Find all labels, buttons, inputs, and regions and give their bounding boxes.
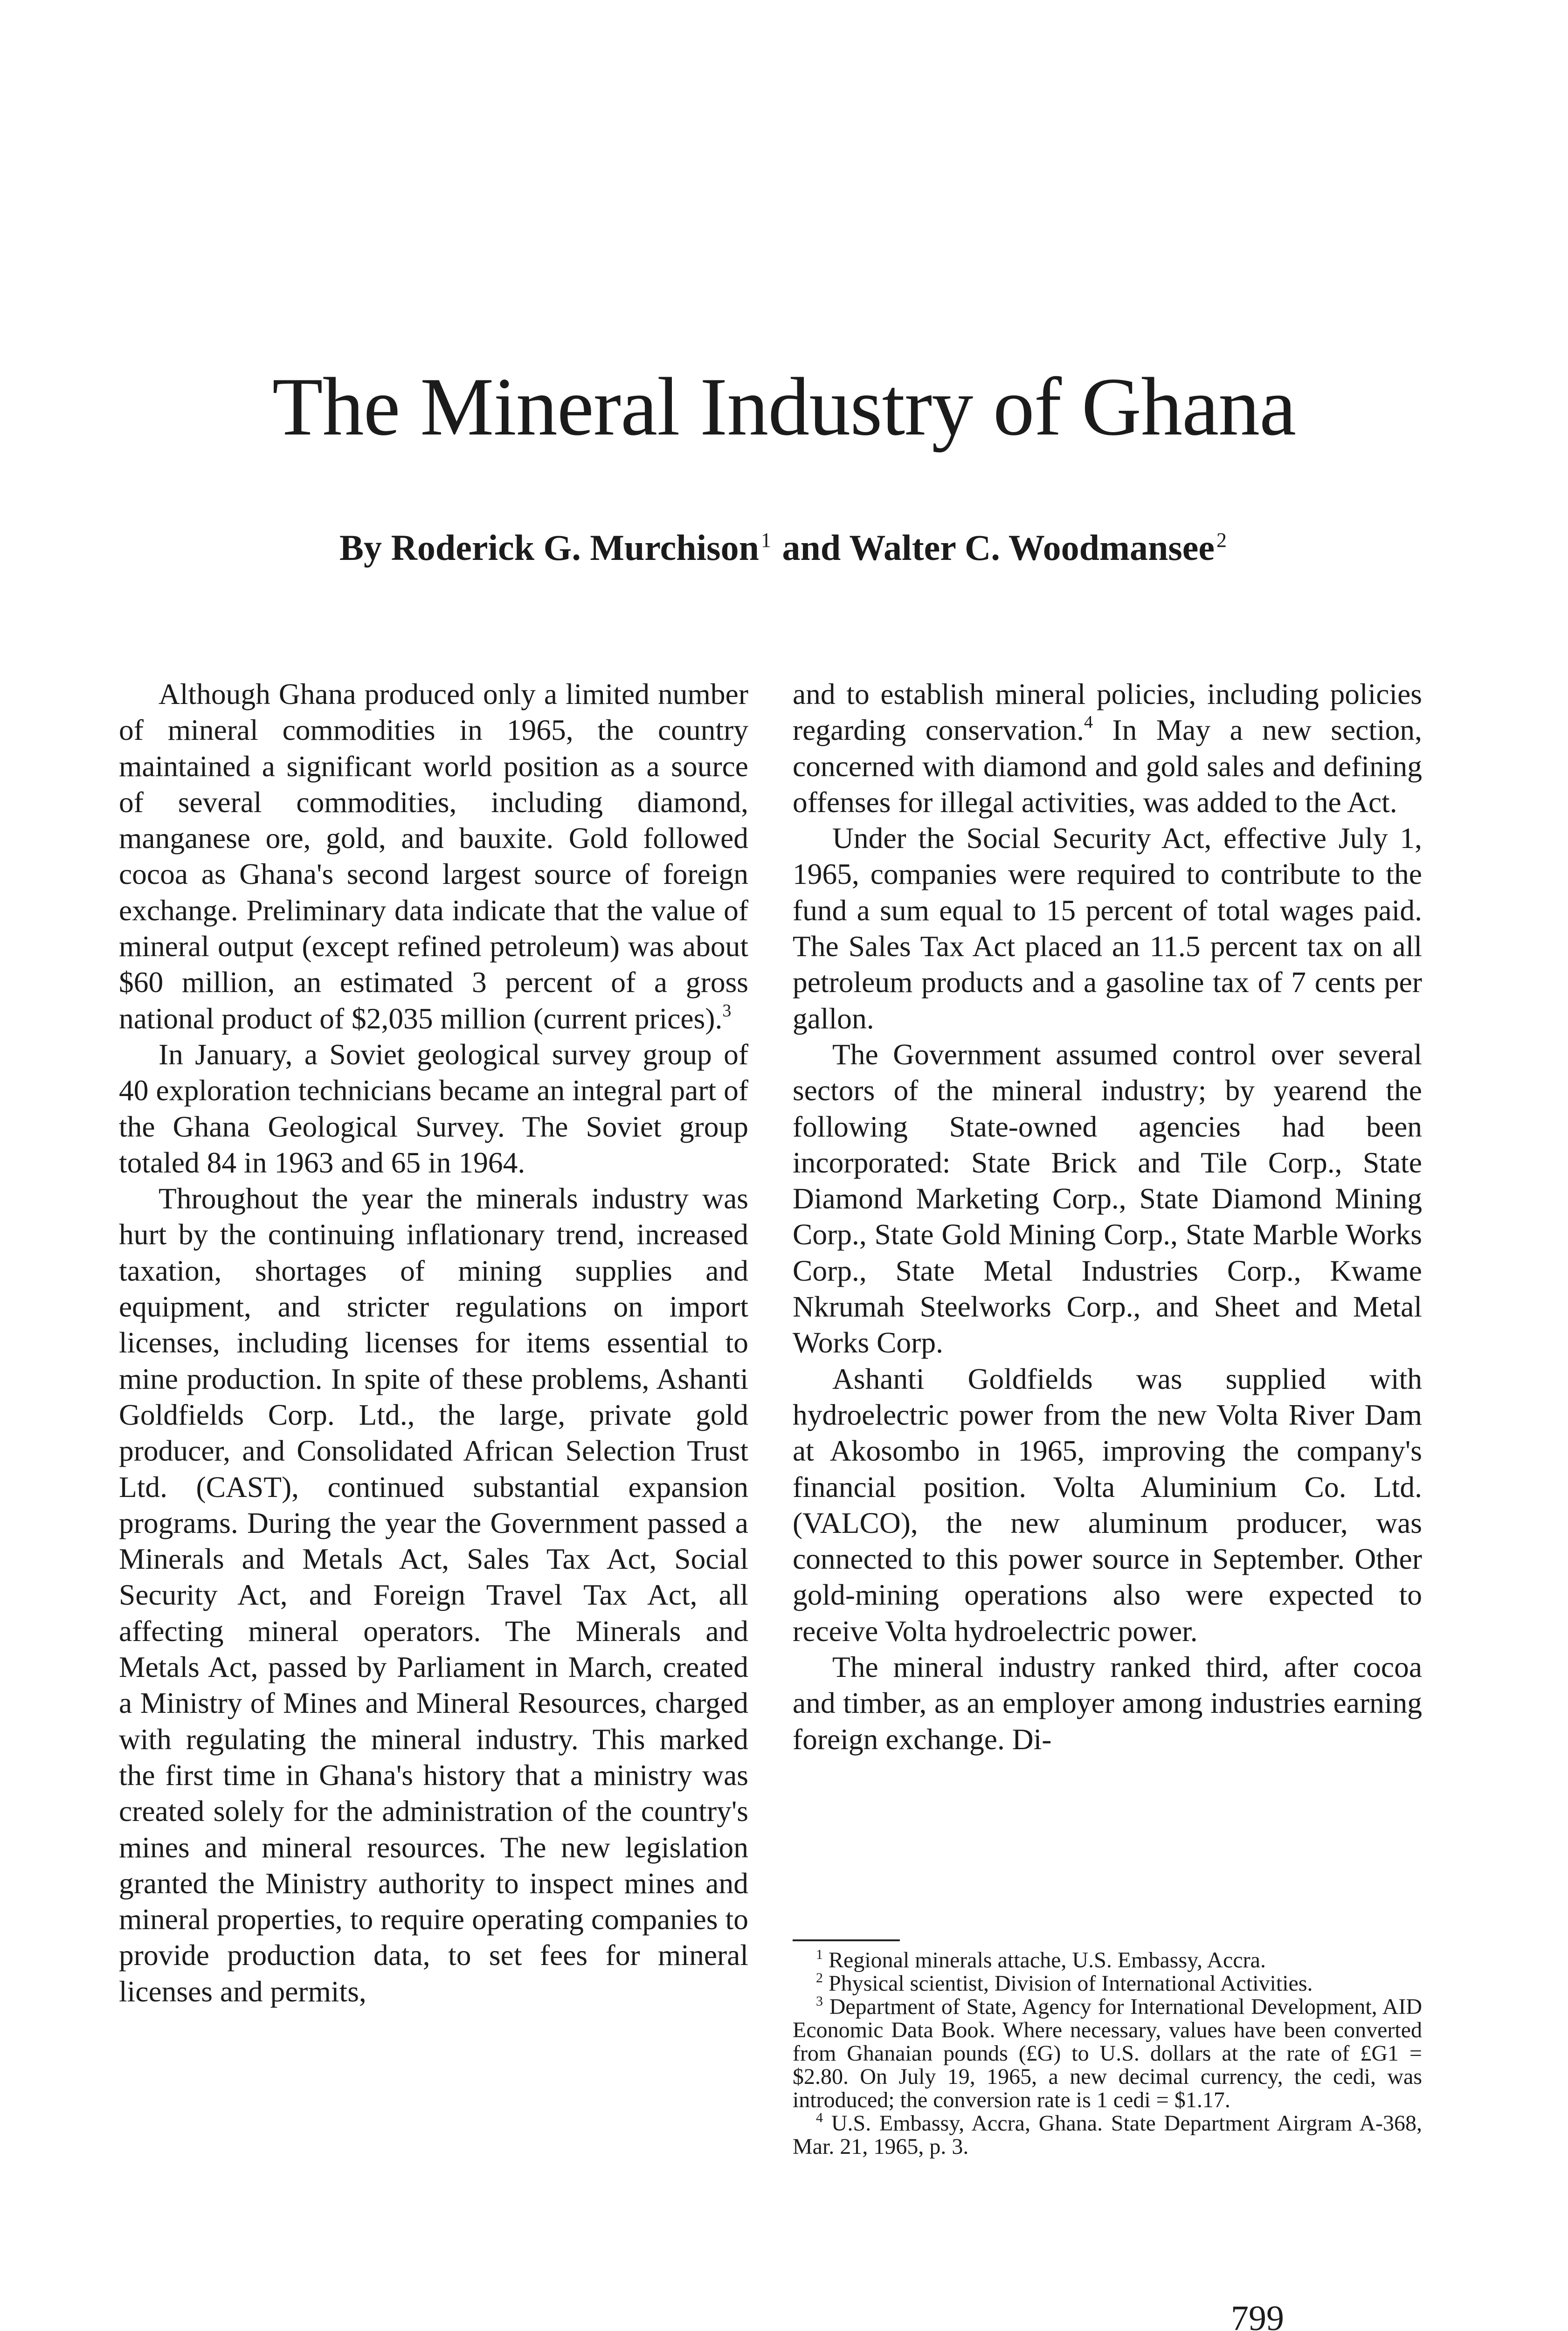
paragraph: The mineral industry ranked third, after cocoa and timber, as an employer among industries earning foreign exchange. Di- — [793, 1650, 1422, 1756]
page-number: 799 — [1231, 2299, 1284, 2331]
footnote-number: 4 — [816, 2110, 823, 2125]
byline — [0, 527, 1568, 569]
right-column — [793, 676, 1422, 1757]
footnote — [793, 1949, 1422, 1972]
footnote-number: 2 — [816, 1970, 823, 1986]
footnote — [793, 1972, 1422, 1995]
footnote-ref: 3 — [722, 1000, 732, 1021]
author-2: Walter C. Woodmansee — [849, 527, 1215, 568]
author-2-note-ref: 2 — [1216, 529, 1227, 552]
footnote — [793, 1995, 1422, 2112]
footnote-text: U.S. Embassy, Accra, Ghana. State Department Airgram A-368, Mar. 21, 1965, p. 3. — [793, 2111, 1423, 2159]
paragraph: Under the Social Security Act, effective July 1, 1965, companies were required to contribute to the fund a sum equal to 15 percent of total wages paid. The Sales Tax Act placed an 11.5 percent tax on all petroleum products and a gasoline tax of 7 cents per gallon. — [793, 821, 1422, 1035]
author-1: Roderick G. Murchison — [391, 527, 759, 568]
paragraph-continued — [793, 676, 1422, 820]
paragraph-text: Although Ghana produced only a limited number of mineral commodities in 1965, the country maintained a significant world position as a source of several commodities, including diamond, manganese ore, gold, and bauxite. Gold followed cocoa as Ghana's second largest source of foreign exchange. Preliminary data indicate that the value of mineral output (except refined petroleum) was about $60 million, an estimated 3 percent of a gross national product of $2,035 million (current prices). — [119, 677, 748, 1035]
footnotes — [793, 1949, 1422, 2159]
paragraph — [119, 676, 748, 1036]
paragraph: In January, a Soviet geological survey group of 40 exploration technicians became an integral part of the Ghana Geological Survey. The Soviet group totaled 84 in 1963 and 65 in 1964. — [119, 1037, 748, 1179]
footnote — [793, 2112, 1422, 2159]
left-column — [119, 676, 748, 2009]
footnote-divider — [793, 1939, 900, 1941]
paragraph: Throughout the year the minerals industry was hurt by the continuing inflationary trend, increased taxation, shortages of mining supplies and equipment, and stricter regulations on import licenses, including licenses for items essential to mine production. In spite of these problems, Ashanti Goldfields Corp. Ltd., the large, private gold producer, and Consolidated African Selection Trust Ltd. (CAST), continued substantial expansion programs. During the year the Government passed a Minerals and Metals Act, Sales Tax Act, Social Security Act, and Foreign Travel Tax Act, all affecting mineral operators. The Minerals and Metals Act, passed by Parliament in March, created a Ministry of Mines and Mineral Resources, charged with regulating the mineral industry. This marked the first time in Ghana's history that a ministry was created solely for the administration of the country's mines and mineral resources. The new legislation granted the Ministry authority to inspect mines and mineral properties, to require operating companies to provide production data, to set fees for mineral licenses and permits, — [119, 1182, 748, 2008]
footnote-ref: 4 — [1084, 712, 1093, 732]
footnote-text: Regional minerals attache, U.S. Embassy, Accra. — [829, 1948, 1266, 1972]
footnote-text: Department of State, Agency for International Development, AID Economic Data Book. Where necessary, values have been converted from Ghanaian pounds (£G) to U.S. dollars at the rate of £G1 = $2.80. On July 19, 1965, a new decimal currency, the cedi, was introduced; the conversion rate is 1 cedi = $1.17. — [793, 1994, 1423, 2112]
byline-conjunction: and — [782, 527, 841, 568]
footnote-number: 1 — [816, 1947, 823, 1962]
author-1-note-ref: 1 — [760, 529, 771, 552]
paragraph-text: and to establish mineral policies, including policies regarding conservation. — [793, 677, 1422, 747]
footnote-number: 3 — [816, 1993, 823, 2009]
article-title: The Mineral Industry of Ghana — [272, 360, 1296, 453]
byline-prefix: By — [339, 527, 382, 568]
paragraph-text-tail: In May a new section, concerned with diamond and gold sales and defining offenses for illegal activities, was added to the Act. — [793, 713, 1423, 819]
footnote-text: Physical scientist, Division of International Activities. — [829, 1971, 1313, 1996]
paragraph: The Government assumed control over several sectors of the mineral industry; by yearend the following State-owned agencies had been incorporated: State Brick and Tile Corp., State Diamond Marketing Corp., State Diamond Mining Corp., State Gold Mining Corp., State Marble Works Corp., State Metal Industries Corp., Kwame Nkrumah Steelworks Corp., and Sheet and Metal Works Corp. — [793, 1037, 1422, 1359]
paragraph: Ashanti Goldfields was supplied with hydroelectric power from the new Volta River Dam at Akosombo in 1965, improving the company's financial position. Volta Aluminium Co. Ltd. (VALCO), the new aluminum producer, was connected to this power source in September. Other gold-mining operations also were expected to receive Volta hydroelectric power. — [793, 1362, 1422, 1648]
